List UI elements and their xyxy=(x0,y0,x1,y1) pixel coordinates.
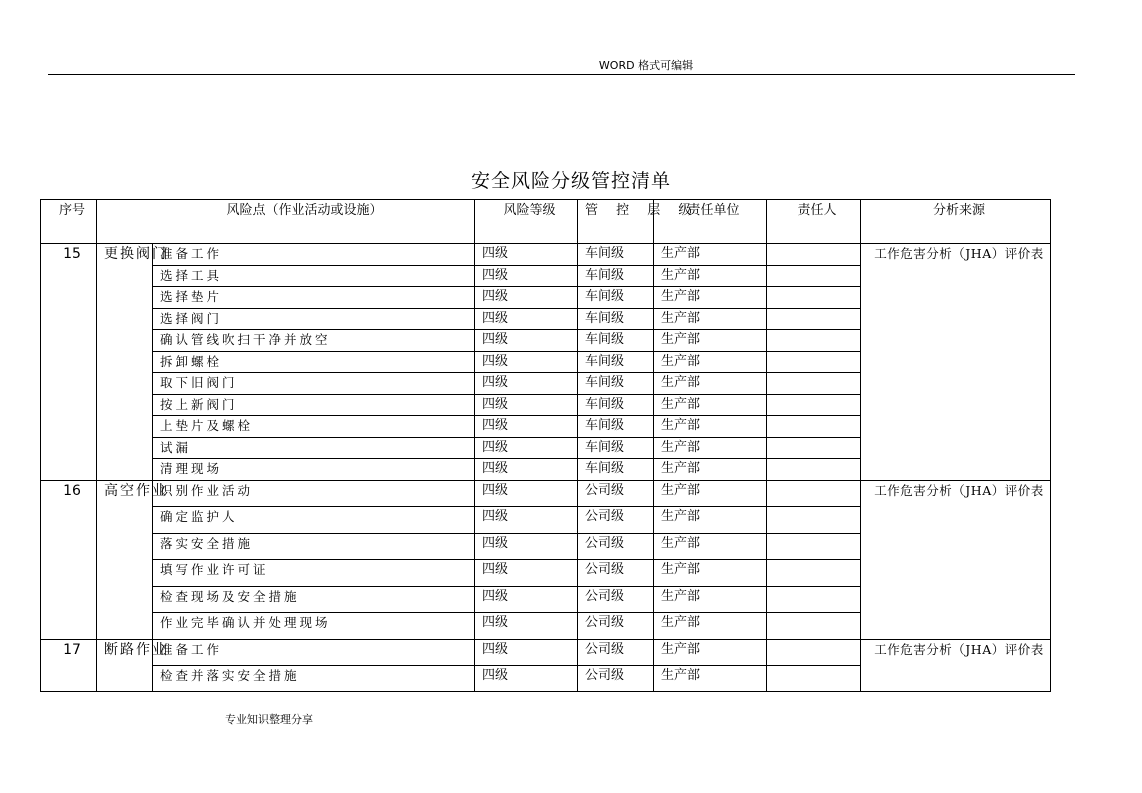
table-row xyxy=(41,639,1051,665)
responsible-unit-cell: 生产部 xyxy=(654,244,767,266)
analysis-source-cell: 工作危害分析（JHA）评价表 xyxy=(861,480,1051,639)
step-cell: 确定监护人 xyxy=(153,507,475,534)
header-control-level: 管 控 层 级 xyxy=(578,200,654,244)
step-cell: 检查并落实安全措施 xyxy=(153,665,475,691)
control-level-cell: 公司级 xyxy=(578,613,654,640)
risk-level-cell: 四级 xyxy=(475,665,578,691)
responsible-person-cell xyxy=(767,287,861,309)
responsible-unit-cell: 生产部 xyxy=(654,330,767,352)
step-cell: 按上新阀门 xyxy=(153,394,475,416)
responsible-unit-cell: 生产部 xyxy=(654,533,767,560)
step-cell: 选择阀门 xyxy=(153,308,475,330)
step-cell: 准备工作 xyxy=(153,244,475,266)
responsible-person-cell xyxy=(767,560,861,587)
responsible-person-cell xyxy=(767,351,861,373)
responsible-unit-cell: 生产部 xyxy=(654,308,767,330)
control-level-cell: 公司级 xyxy=(578,560,654,587)
responsible-unit-cell: 生产部 xyxy=(654,265,767,287)
step-cell: 取下旧阀门 xyxy=(153,373,475,395)
responsible-unit-cell: 生产部 xyxy=(654,639,767,665)
responsible-person-cell xyxy=(767,244,861,266)
step-cell: 选择垫片 xyxy=(153,287,475,309)
responsible-person-cell xyxy=(767,437,861,459)
responsible-unit-cell: 生产部 xyxy=(654,437,767,459)
risk-level-cell: 四级 xyxy=(475,373,578,395)
responsible-unit-cell: 生产部 xyxy=(654,586,767,613)
responsible-unit-cell: 生产部 xyxy=(654,665,767,691)
responsible-unit-cell: 生产部 xyxy=(654,373,767,395)
responsible-person-cell xyxy=(767,416,861,438)
responsible-person-cell xyxy=(767,394,861,416)
responsible-unit-cell: 生产部 xyxy=(654,560,767,587)
responsible-person-cell xyxy=(767,613,861,640)
responsible-person-cell xyxy=(767,373,861,395)
responsible-person-cell xyxy=(767,308,861,330)
risk-level-cell: 四级 xyxy=(475,416,578,438)
risk-level-cell: 四级 xyxy=(475,394,578,416)
item-number: 15 xyxy=(41,244,97,481)
analysis-source-cell: 工作危害分析（JHA）评价表 xyxy=(861,639,1051,691)
control-level-cell: 车间级 xyxy=(578,394,654,416)
step-cell: 准备工作 xyxy=(153,639,475,665)
activity-name: 断路作业 xyxy=(97,639,153,691)
table-row xyxy=(41,480,1051,507)
control-level-cell: 公司级 xyxy=(578,480,654,507)
header-risk-level: 风险等级 xyxy=(475,200,578,244)
table-row xyxy=(41,244,1051,266)
control-level-cell: 公司级 xyxy=(578,665,654,691)
risk-level-cell: 四级 xyxy=(475,639,578,665)
control-level-cell: 车间级 xyxy=(578,416,654,438)
responsible-unit-cell: 生产部 xyxy=(654,507,767,534)
step-cell: 作业完毕确认并处理现场 xyxy=(153,613,475,640)
step-cell: 检查现场及安全措施 xyxy=(153,586,475,613)
control-level-cell: 公司级 xyxy=(578,533,654,560)
header-analysis-source: 分析来源 xyxy=(861,200,1051,244)
control-level-cell: 车间级 xyxy=(578,244,654,266)
control-level-cell: 车间级 xyxy=(578,287,654,309)
risk-level-cell: 四级 xyxy=(475,351,578,373)
risk-level-cell: 四级 xyxy=(475,459,578,481)
risk-level-cell: 四级 xyxy=(475,308,578,330)
header-responsible-unit: 责任单位 xyxy=(654,200,767,244)
risk-level-cell: 四级 xyxy=(475,586,578,613)
activity-name: 更换阀门 xyxy=(97,244,153,481)
risk-level-cell: 四级 xyxy=(475,613,578,640)
item-number: 17 xyxy=(41,639,97,691)
responsible-person-cell xyxy=(767,665,861,691)
page-header: WORD 格式可编辑 xyxy=(598,59,694,72)
step-cell: 清理现场 xyxy=(153,459,475,481)
activity-name: 高空作业 xyxy=(97,480,153,639)
step-cell: 识别作业活动 xyxy=(153,480,475,507)
step-cell: 选择工具 xyxy=(153,265,475,287)
step-cell: 拆卸螺栓 xyxy=(153,351,475,373)
control-level-cell: 车间级 xyxy=(578,373,654,395)
responsible-person-cell xyxy=(767,586,861,613)
step-cell: 落实安全措施 xyxy=(153,533,475,560)
responsible-unit-cell: 生产部 xyxy=(654,613,767,640)
risk-level-cell: 四级 xyxy=(475,287,578,309)
risk-control-table xyxy=(40,199,1051,692)
table-header-row xyxy=(41,200,1051,244)
page-footer: 专业知识整理分享 xyxy=(225,713,313,726)
risk-level-cell: 四级 xyxy=(475,437,578,459)
responsible-unit-cell: 生产部 xyxy=(654,416,767,438)
responsible-person-cell xyxy=(767,459,861,481)
control-level-cell: 公司级 xyxy=(578,507,654,534)
step-cell: 填写作业许可证 xyxy=(153,560,475,587)
risk-level-cell: 四级 xyxy=(475,533,578,560)
risk-level-cell: 四级 xyxy=(475,330,578,352)
risk-level-cell: 四级 xyxy=(475,560,578,587)
responsible-person-cell xyxy=(767,639,861,665)
responsible-unit-cell: 生产部 xyxy=(654,351,767,373)
risk-level-cell: 四级 xyxy=(475,244,578,266)
header-no: 序号 xyxy=(41,200,97,244)
responsible-person-cell xyxy=(767,480,861,507)
control-level-cell: 车间级 xyxy=(578,459,654,481)
risk-level-cell: 四级 xyxy=(475,265,578,287)
risk-level-cell: 四级 xyxy=(475,480,578,507)
control-level-cell: 车间级 xyxy=(578,437,654,459)
header-risk-point: 风险点（作业活动或设施） xyxy=(97,200,475,244)
item-number: 16 xyxy=(41,480,97,639)
risk-level-cell: 四级 xyxy=(475,507,578,534)
responsible-person-cell xyxy=(767,533,861,560)
responsible-person-cell xyxy=(767,330,861,352)
control-level-cell: 车间级 xyxy=(578,265,654,287)
control-level-cell: 车间级 xyxy=(578,308,654,330)
step-cell: 确认管线吹扫干净并放空 xyxy=(153,330,475,352)
responsible-unit-cell: 生产部 xyxy=(654,459,767,481)
responsible-person-cell xyxy=(767,507,861,534)
table-body xyxy=(41,244,1051,692)
control-level-cell: 车间级 xyxy=(578,330,654,352)
control-level-cell: 公司级 xyxy=(578,586,654,613)
analysis-source-cell: 工作危害分析（JHA）评价表 xyxy=(861,244,1051,481)
step-cell: 试漏 xyxy=(153,437,475,459)
control-level-cell: 公司级 xyxy=(578,639,654,665)
responsible-unit-cell: 生产部 xyxy=(654,394,767,416)
step-cell: 上垫片及螺栓 xyxy=(153,416,475,438)
document-title: 安全风险分级管控清单 xyxy=(470,170,671,192)
header-responsible-person: 责任人 xyxy=(767,200,861,244)
responsible-person-cell xyxy=(767,265,861,287)
header-divider xyxy=(48,74,1075,75)
control-level-cell: 车间级 xyxy=(578,351,654,373)
responsible-unit-cell: 生产部 xyxy=(654,287,767,309)
responsible-unit-cell: 生产部 xyxy=(654,480,767,507)
